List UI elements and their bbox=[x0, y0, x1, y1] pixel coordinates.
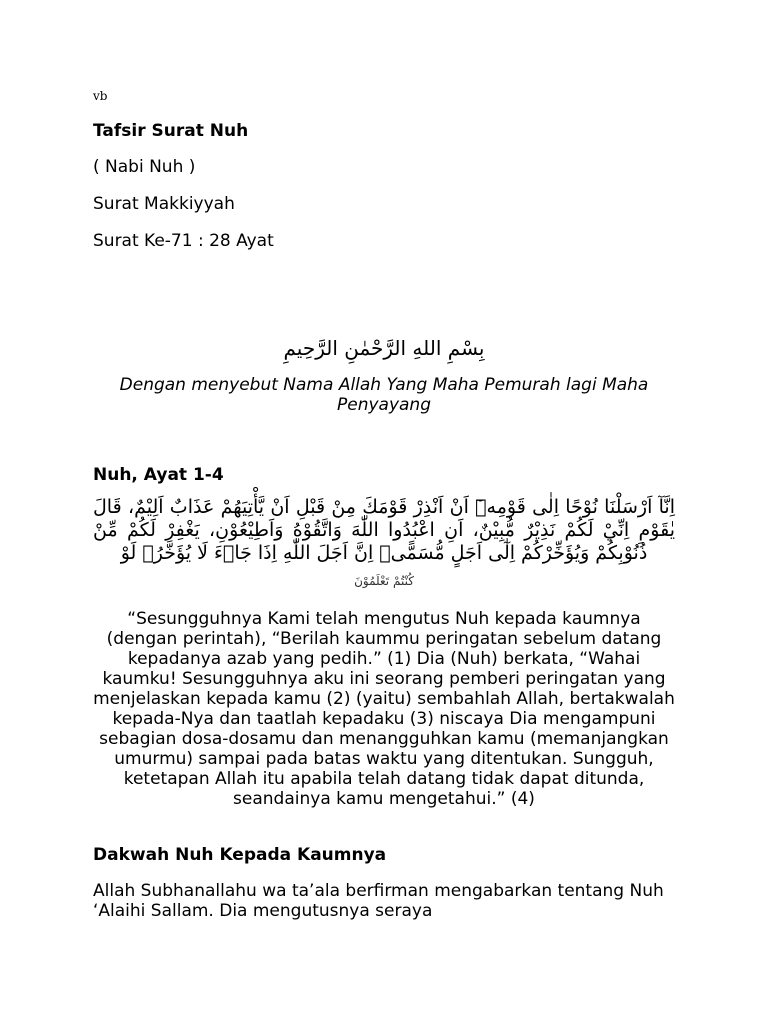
ayat-translation: “Sesungguhnya Kami telah mengutus Nuh kepada kaumnya (dengan perintah), “Berilah kaummu peringatan sebelum datang kepadanya azab yang pedih.” (1) Dia (Nuh) berkata, “Wahai kaumku! Sesungguhnya aku ini seorang pemberi peringatan yang menjelaskan kepada kamu (2) (yaitu) sembahlah Allah, bertakwalah kepada-Nya dan taatlah kepadaku (3) niscaya Dia mengampuni sebagian dosa-dosamu dan menangguhkan kamu (memanjangkan umurmu) sampai pada batas waktu yang ditentukan. Sungguh, ketetapan Allah itu apabila telah datang tidak dapat ditunda, seandainya kamu mengetahui.” (4) bbox=[93, 609, 675, 809]
document-title: Tafsir Surat Nuh bbox=[93, 121, 249, 141]
surah-number: Surat Ke-71 : 28 Ayat bbox=[93, 231, 274, 251]
ayat-arabic-end: كُنْتُمْ تَعْلَمُوْنَ bbox=[354, 574, 414, 588]
header-mark: vb bbox=[93, 89, 108, 103]
section-body-text: Allah Subhanallahu wa ta’ala berfirman mengabarkan tentang Nuh ‘Alaihi Sallam. Dia mengutusnya seraya bbox=[93, 881, 664, 921]
surah-type: Surat Makkiyyah bbox=[93, 194, 235, 214]
section-heading-ayat-1-4: Nuh, Ayat 1-4 bbox=[93, 465, 224, 485]
section-heading-dakwah: Dakwah Nuh Kepada Kaumnya bbox=[93, 845, 387, 865]
basmalah-translation: Dengan menyebut Nama Allah Yang Maha Pemurah lagi Maha Penyayang bbox=[119, 375, 649, 415]
basmalah-arabic: بِسْمِ اللهِ الرَّحْمٰنِ الرَّحِيمِ bbox=[283, 336, 485, 360]
ayat-arabic-text: اِنَّآ اَرْسَلْنَا نُوْحًا اِلٰى قَوْمِهٖٓ اَنْ اَنْذِرْ قَوْمَكَ مِنْ قَبْلِ اَنْ يَّأْتِيَهُمْ عَذَابٌ اَلِيْمٌ، قَالَ يٰقَوْمِ اِنِّيْ لَكُمْ نَذِيْرٌ مُّبِيْنٌ، اَنِ اعْبُدُوا اللّٰهَ وَاتَّقُوْهُ وَاَطِيْعُوْنِ، يَغْفِرْ لَكُمْ مِّنْ ذُنُوْبِكُمْ وَيُؤَخِّرْكُمْ اِلٰٓى اَجَلٍ مُّسَمًّىۗ اِنَّ اَجَلَ اللّٰهِ اِذَا جَاۤءَ لَا يُؤَخَّرُۘ لَوْ bbox=[93, 496, 675, 564]
document-subtitle: ( Nabi Nuh ) bbox=[93, 157, 196, 177]
